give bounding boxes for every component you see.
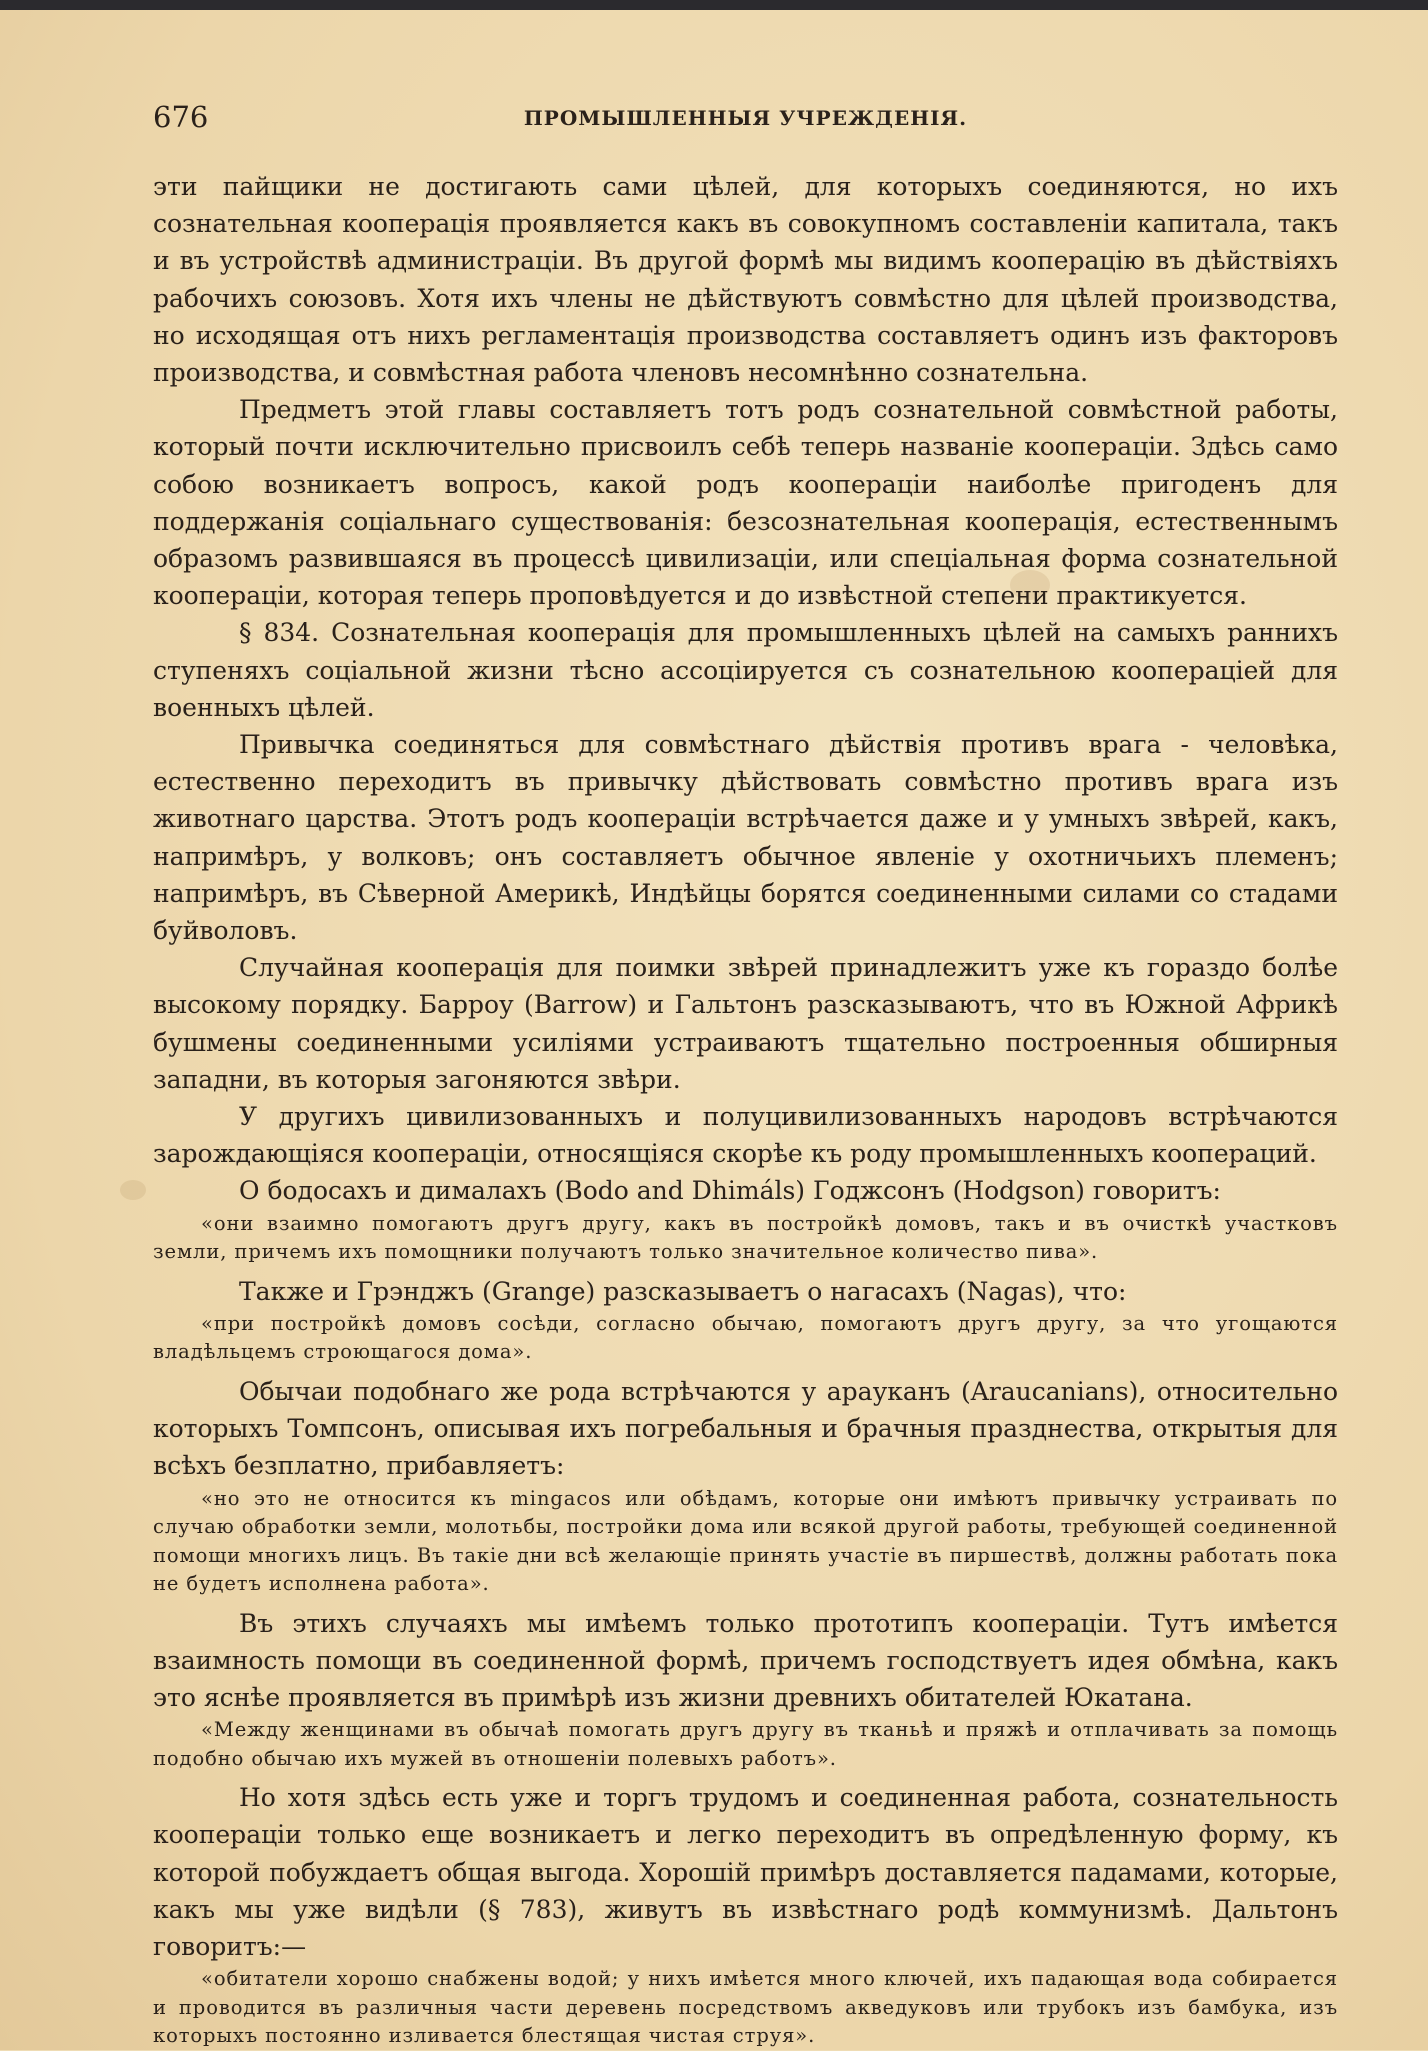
paper-stain [120, 1180, 146, 1200]
body-text [153, 168, 1338, 2051]
paragraph: Случайная кооперація для поимки звѣрей принадлежитъ уже къ гораздо болѣе высокому порядку. Барроу (Barrow) и Гальтонъ разсказываютъ, что въ Южной Африкѣ бушмены соединенными усиліями устраиваютъ тщательно построенныя обширныя западни, въ которыя загоняются звѣри. [153, 953, 1338, 1094]
paragraph: Привычка соединяться для совмѣстнаго дѣйствія противъ врага - человѣка, естественно переходитъ въ привычку дѣйствовать совмѣстно противъ врага изъ животнаго царства. Этотъ родъ коопераціи встрѣчается даже и у умныхъ звѣрей, какъ, напримѣръ, у волковъ; онъ составляетъ обычное явленіе у охотничьихъ племенъ; напримѣръ, въ Сѣверной Америкѣ, Индѣйцы борятся соединенными силами со стадами буйволовъ. [153, 730, 1338, 946]
paragraph: Предметъ этой главы составляетъ тотъ родъ сознательной совмѣстной работы, который почти исключительно присвоилъ себѣ теперь названіе коопераціи. Здѣсь само собою возникаетъ вопросъ, какой родъ коопераціи наиболѣе пригоденъ для поддержанія соціальнаго существованія: безсознательная кооперація, естественнымъ образомъ развившаяся въ процессѣ цивилизаціи, или спеціальная форма сознательной коопераціи, которая теперь проповѣдуется и до извѣстной степени практикуется. [153, 395, 1338, 611]
page-header [153, 100, 1338, 140]
paragraph: Также и Грэнджъ (Grange) разсказываетъ о нагасахъ (Nagas), что: [239, 1276, 1127, 1306]
scan-edge [0, 0, 1428, 10]
paragraph: эти пайщики не достигають сами цѣлей, для которыхъ соединяются, но ихъ сознательная кооперація проявляется какъ въ совокупномъ составленіи капитала, такъ и въ устройствѣ администраціи. Въ другой формѣ мы видимъ кооперацію въ дѣйствіяхъ рабочихъ союзовъ. Хотя ихъ члены не дѣйствуютъ совмѣстно для цѣлей производства, но исходящая отъ нихъ регламентація производства составляетъ одинъ изъ факторовъ производства, и совмѣстная работа членовъ несомнѣнно сознательна. [153, 172, 1338, 388]
block-quote: «при постройкѣ домовъ сосѣди, согласно обычаю, помогаютъ другъ другу, за что угощаются владѣльцемъ строющагося дома». [153, 1311, 1338, 1364]
block-quote: «но это не относится къ mingacos или обѣдамъ, которые они имѣютъ привычку устраивать по случаю обработки земли, молотьбы, постройки дома или всякой другой работы, требующей соединенной помощи многихъ лицъ. Въ такіе дни всѣ желающіе принять участіе въ пиршествѣ, должны работать пока не будетъ исполнена работа». [153, 1486, 1338, 1595]
paragraph: § 834. Сознательная кооперація для промышленныхъ цѣлей на самыхъ раннихъ ступеняхъ соціальной жизни тѣсно ассоціируется съ сознательною коопераціей для военныхъ цѣлей. [153, 618, 1338, 722]
running-title: ПРОМЫШЛЕННЫЯ УЧРЕЖДЕНІЯ. [523, 106, 968, 130]
paragraph: Но хотя здѣсь есть уже и торгъ трудомъ и соединенная работа, сознательность коопераціи только еще возникаетъ и легко переходитъ въ опредѣленную форму, къ которой побуждаетъ общая выгода. Хорошій примѣръ доставляется падамами, которые, какъ мы уже видѣли (§ 783), живутъ въ извѣстнаго родѣ коммунизмѣ. Дальтонъ говоритъ:— [153, 1783, 1338, 1961]
block-quote: «они взаимно помогаютъ другъ другу, какъ въ постройкѣ домовъ, такъ и въ очисткѣ участковъ земли, причемъ ихъ помощники получаютъ только значительное количество пива». [153, 1211, 1338, 1264]
paragraph: Обычаи подобнаго же рода встрѣчаются у арауканъ (Araucanians), относительно которыхъ Томпсонъ, описывая ихъ погребальныя и брачныя празднества, открытыя для всѣхъ безплатно, прибавляетъ: [153, 1376, 1338, 1481]
block-quote: «Между женщинами въ обычаѣ помогать другъ другу въ тканьѣ и пряжѣ и отплачивать за помощь подобно обычаю ихъ мужей въ отношеніи полевыхъ работъ». [153, 1718, 1338, 1770]
paragraph: О бодосахъ и дималахъ (Bodo and Dhimáls) Годжсонъ (Hodgson) говоритъ: [239, 1176, 1221, 1206]
paragraph: Въ этихъ случаяхъ мы имѣемъ только прототипъ коопераціи. Тутъ имѣется взаимность помощи въ соединенной формѣ, причемъ господствуетъ идея обмѣна, какъ это яснѣе проявляется въ примѣрѣ изъ жизни древнихъ обитателей Юкатана. [153, 1608, 1338, 1712]
block-quote: «обитатели хорошо снабжены водой; у нихъ имѣется много ключей, ихъ падающая вода собирается и проводится въ различныя части деревень посредствомъ акведуковъ или трубокъ изъ бамбука, изъ которыхъ постоянно изливается блестящая чистая струя». [153, 1967, 1338, 2048]
paragraph: У другихъ цивилизованныхъ и полуцивилизованныхъ народовъ встрѣчаются зарождающіяся коопераціи, относящіяся скорѣе къ роду промышленныхъ коопераций. [153, 1102, 1338, 1169]
page-number: 676 [153, 100, 209, 134]
